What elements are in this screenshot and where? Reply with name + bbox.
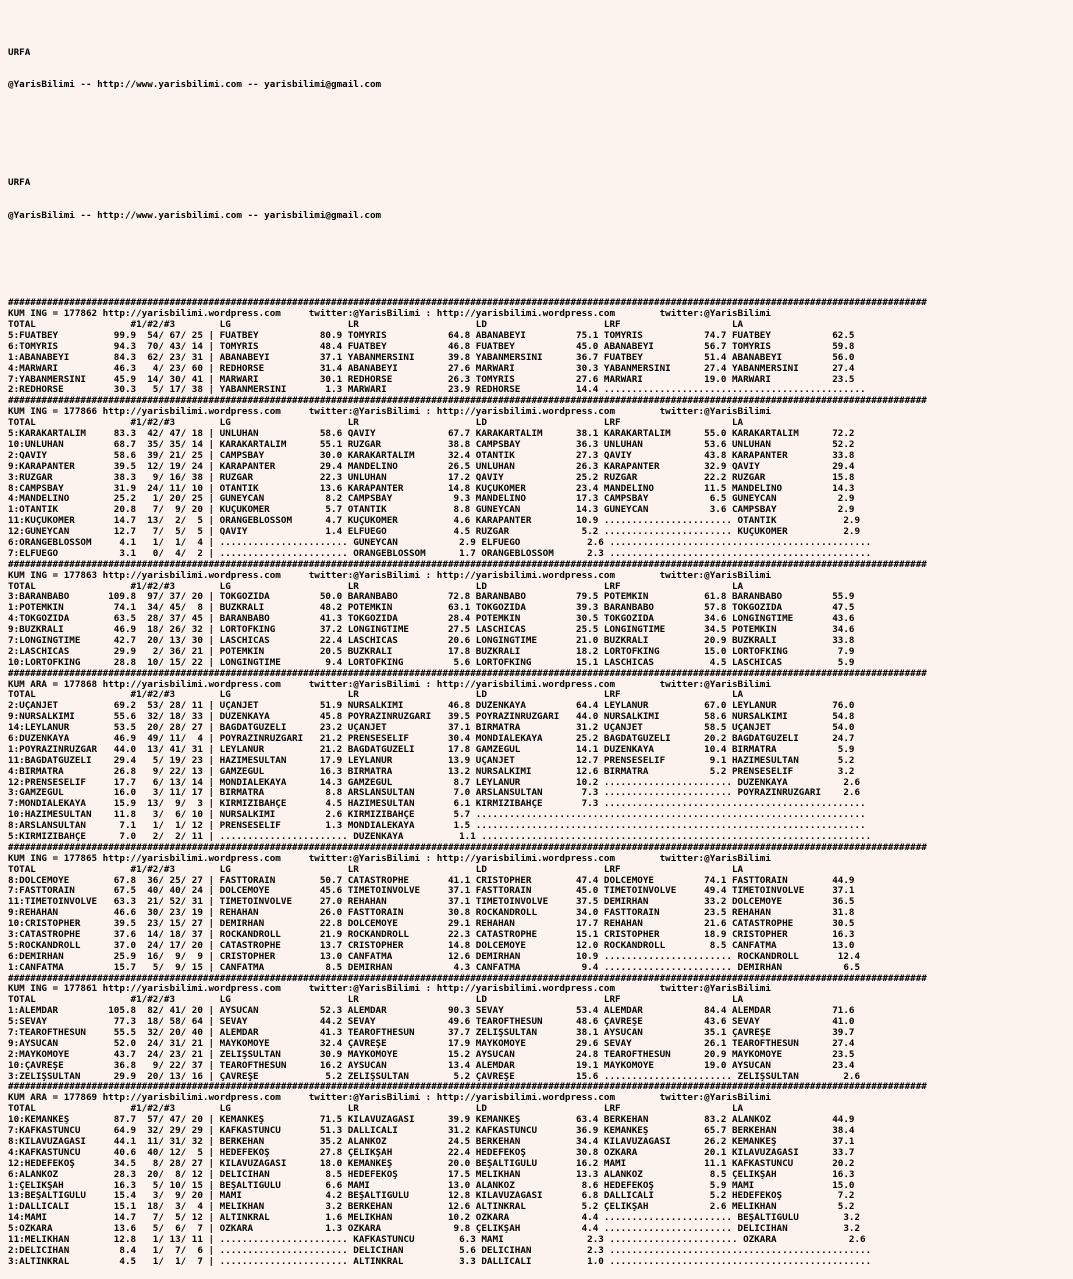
runner-row: 12:PRENSESELİF 17.7 6/ 13/ 14 | MONDIALEKAYA 14.3 GAMZEGUL 8.7 LEYLANUR 10.2 ....................... DUZENKAYA 2.6: [8, 777, 861, 788]
race-section: [8, 298, 1073, 396]
column-header-line: TOTAL #1/#2/#3 LG LR LD LRF LA: [8, 995, 744, 1006]
runner-row: 3:CATASTROPHE 37.6 14/ 18/ 37 | ROCKANDROLL 21.9 ROCKANDROLL 22.3 CATASTROPHE 15.1 CRISTOPHER 18.9 CRISTOPHER 16.3: [8, 930, 855, 941]
runner-row: 1:OTANTİK 20.8 7/ 9/ 20 | KUÇUKOMER 5.7 OTANTİK 8.8 GUNEYCAN 14.3 GUNEYCAN 3.6 CAMPSBAY 2.9: [8, 505, 855, 516]
runner-row: 9:AYSUCAN 52.0 24/ 31/ 21 | MAYKOMOYE 32.4 ÇAVREŞE 17.9 MAYKOMOYE 29.6 SEVAY 26.1 TEAROFTHESUN 27.4: [8, 1038, 855, 1049]
header-line: [8, 244, 1073, 255]
runner-row: 7:FASTTORAIN 67.5 40/ 40/ 24 | DOLCEMOYE 45.6 TIMETOINVOLVE 37.1 FASTTORAIN 45.0 TIMETOINVOLVE 49.4 TIMETOINVOLVE 37.1: [8, 886, 855, 897]
runner-row: 5:OZKARA 13.6 5/ 6/ 7 | OZKARA 1.3 OZKARA 9.8 ÇELİKŞAH 4.4 ....................... DELİCİHAN 3.2: [8, 1224, 861, 1235]
column-header-line: TOTAL #1/#2/#3 LG LR LD LRF LA: [8, 1104, 744, 1115]
column-header-line: TOTAL #1/#2/#3 LG LR LD LRF LA: [8, 690, 744, 701]
race-title-line: KUM ING = 177861 http://yarisbilimi.wordpress.com twitter:@YarisBilimi : http://yarisbilimi.wordpress.com twitter:@YarisBilimi: [8, 984, 771, 995]
separator-line: #####################################################################################################################################################################: [8, 298, 927, 309]
header-line: @YarisBilimi -- http://www.yarisbilimi.com -- yarisbilimi@gmail.com: [8, 80, 382, 91]
race-sections: [8, 298, 1073, 1267]
runner-row: 4:MANDELINO 25.2 1/ 20/ 25 | GUNEYCAN 8.2 CAMPSBAY 9.3 MANDELINO 17.3 CAMPSBAY 6.5 GUNEYCAN 2.9: [8, 494, 855, 505]
runner-row: 12:GUNEYCAN 12.7 7/ 5/ 5 | QAVIY 1.4 ELFUEGO 4.5 RUZGAR 5.2 ....................... KUÇUKOMER 2.9: [8, 527, 861, 538]
runner-row: 6:TOMYRİS 94.3 70/ 43/ 14 | TOMYRİS 48.4 FUATBEY 46.8 FUATBEY 45.0 ABANABEYİ 56.7 TOMYRİS 59.8: [8, 341, 855, 352]
runner-row: 6:ALANKOZ 28.3 20/ 8/ 12 | DELİCİHAN 8.5 HEDEFEKOŞ 17.5 MELİKHAN 13.3 ALANKOZ 8.5 ÇELİKŞAH 16.3: [8, 1169, 855, 1180]
runner-row: 10:ÇAVREŞE 36.8 9/ 22/ 37 | TEAROFTHESUN 16.2 AYSUCAN 13.4 ALEMDAR 19.1 MAYKOMOYE 19.0 AYSUCAN 23.4: [8, 1060, 855, 1071]
report-header: [8, 26, 1073, 277]
race-title-line: KUM ING = 177863 http://yarisbilimi.wordpress.com twitter:@YarisBilimi : http://yarisbilimi.wordpress.com twitter:@YarisBilimi: [8, 570, 771, 581]
runner-row: 7:TEAROFTHESUN 55.5 32/ 20/ 40 | ALEMDAR 41.3 TEAROFTHESUN 37.7 ZELİŞSULTAN 38.1 AYSUCAN 35.1 ÇAVREŞE 39.7: [8, 1028, 855, 1039]
runner-row: 1:CANFATMA 15.7 5/ 9/ 15 | CANFATMA 8.5 DEMİRHAN 4.3 CANFATMA 9.4 ....................... DEMİRHAN 6.5: [8, 962, 861, 973]
runner-row: 4:TOKGOZİDA 63.5 28/ 37/ 45 | BARANBABO 41.3 TOKGOZİDA 28.4 POTEMKIN 30.5 TOKGOZİDA 34.6 LONGINGTIME 43.6: [8, 614, 855, 625]
header-line: @YarisBilimi -- http://www.yarisbilimi.com -- yarisbilimi@gmail.com: [8, 211, 382, 222]
runner-row: 8:KILAVUZAĞASI 44.1 11/ 31/ 32 | BERKEHAN 35.2 ALANKOZ 24.5 BERKEHAN 34.4 KILAVUZAĞASI 26.2 KEMANKEŞ 37.1: [8, 1136, 855, 1147]
runner-row: 3:RUZGAR 38.3 9/ 16/ 38 | RUZGAR 22.3 UNLUHAN 17.2 QAVIY 25.2 RUZGAR 22.2 RUZGAR 15.8: [8, 472, 855, 483]
column-header-line: TOTAL #1/#2/#3 LG LR LD LRF LA: [8, 320, 744, 331]
runner-row: 1:ALEMDAR 105.8 82/ 41/ 20 | AYSUCAN 52.3 ALEMDAR 90.3 SEVAY 53.4 ALEMDAR 84.4 ALEMDAR 71.6: [8, 1006, 855, 1017]
runner-row: 3:GAMZEGUL 16.0 3/ 11/ 17 | BIRMATRA 8.8 ARSLANSULTAN 7.0 ARSLANSULTAN 7.3 ....................... POYRAZINRUZGARI 2.6: [8, 788, 861, 799]
runner-row: 10:CRISTOPHER 39.5 23/ 15/ 27 | DEMİRHAN 22.8 DOLCEMOYE 29.1 REHAHAN 17.7 REHAHAN 21.6 CATASTROPHE 30.5: [8, 919, 855, 930]
runner-row: 5:FUATBEY 99.9 54/ 67/ 25 | FUATBEY 80.9 TOMYRİS 64.8 ABANABEYİ 75.1 TOMYRİS 74.7 FUATBEY 62.5: [8, 331, 855, 342]
race-title-line: KUM ARA = 177868 http://yarisbilimi.wordpress.com twitter:@YarisBilimi : http://yarisbilimi.wordpress.com twitter:@YarisBilimi: [8, 679, 771, 690]
runner-row: 2:LASCHICAS 29.9 2/ 36/ 21 | POTEMKIN 20.5 BUZKRALI 17.8 BUZKRALI 18.2 LORTOFKING 15.0 LORTOFKING 7.9: [8, 646, 855, 657]
runner-row: 5:ROCKANDROLL 37.0 24/ 17/ 20 | CATASTROPHE 13.7 CRISTOPHER 14.8 DOLCEMOYE 12.0 ROCKANDROLL 8.5 CANFATMA 13.0: [8, 940, 855, 951]
runner-row: 9:BUZKRALI 46.9 18/ 26/ 32 | LORTOFKING 37.2 LONGINGTIME 27.5 LASCHICAS 25.5 LONGINGTIME 34.5 POTEMKIN 34.6: [8, 625, 855, 636]
race-title-line: KUM ING = 177862 http://yarisbilimi.wordpress.com twitter:@YarisBilimi : http://yarisbilimi.wordpress.com twitter:@YarisBilimi: [8, 309, 771, 320]
separator-line: #####################################################################################################################################################################: [8, 842, 927, 853]
race-title-line: KUM ING = 177865 http://yarisbilimi.wordpress.com twitter:@YarisBilimi : http://yarisbilimi.wordpress.com twitter:@YarisBilimi: [8, 853, 771, 864]
runner-row: 7:LONGINGTIME 42.7 20/ 13/ 30 | LASCHICAS 22.4 LASCHICAS 20.6 LONGINGTIME 21.0 BUZKRALI 20.9 BUZKRALI 33.8: [8, 635, 855, 646]
runner-row: 2:MAYKOMOYE 43.7 24/ 23/ 21 | ZELİŞSULTAN 30.9 MAYKOMOYE 15.2 AYSUCAN 24.8 TEAROFTHESUN 20.9 MAYKOMOYE 23.5: [8, 1049, 855, 1060]
race-title-line: KUM ING = 177866 http://yarisbilimi.wordpress.com twitter:@YarisBilimi : http://yarisbilimi.wordpress.com twitter:@YarisBilimi: [8, 407, 771, 418]
runner-row: 10:KEMANKEŞ 87.7 57/ 47/ 20 | KEMANKEŞ 71.5 KILAVUZAĞASI 39.9 KEMANKEŞ 63.4 BERKEHAN 83.2 ALANKOZ 44.9: [8, 1115, 855, 1126]
separator-line: #####################################################################################################################################################################: [8, 973, 927, 984]
runner-row: 4:MARWARI 46.3 4/ 23/ 60 | REDHORSE 31.4 ABANABEYİ 27.6 MARWARI 30.3 YABANMERSİNİ 27.4 YABANMERSİNİ 27.4: [8, 363, 855, 374]
runner-row: 2:UÇANJET 69.2 53/ 28/ 11 | UÇANJET 51.9 NURSALKIMI 46.8 DUZENKAYA 64.4 LEYLANUR 67.0 LEYLANUR 76.0: [8, 701, 855, 712]
runner-row: 7:KAFKASTUNCU 64.9 32/ 29/ 29 | KAFKASTUNCU 51.3 DALLICALI 31.2 KAFKASTUNCU 36.9 KEMANKEŞ 65.7 BERKEHAN 38.4: [8, 1126, 855, 1137]
runner-row: 3:BARANBABO 109.8 97/ 37/ 20 | TOKGOZİDA 50.0 BARANBABO 72.8 BARANBABO 79.5 POTEMKIN 61.8 BARANBABO 55.9: [8, 592, 855, 603]
race-title-line: KUM ARA = 177869 http://yarisbilimi.wordpress.com twitter:@YarisBilimi : http://yarisbilimi.wordpress.com twitter:@YarisBilimi: [8, 1093, 771, 1104]
runner-row: 13:BEŞALTIGULU 15.4 3/ 9/ 20 | MAMİ 4.2 BEŞALTIGULU 12.8 KILAVUZAĞASI 6.8 DALLICALI 5.2 HEDEFEKOŞ 7.2: [8, 1191, 855, 1202]
runner-row: 5:KARAKARTALIM 83.3 42/ 47/ 18 | UNLUHAN 58.6 QAVIY 67.7 KARAKARTALIM 38.1 KARAKARTALIM 55.0 KARAKARTALIM 72.2: [8, 429, 855, 440]
runner-row: 11:MELİKHAN 12.8 1/ 13/ 11 | ....................... KAFKASTUNCU 6.3 MAMİ 2.3 ....................... OZKARA 2.6: [8, 1234, 866, 1245]
runner-row: 1:DALLICALI 15.1 18/ 3/ 4 | MELİKHAN 3.2 BERKEHAN 12.6 ALTINKRAL 5.2 ÇELİKŞAH 2.6 MELİKHAN 5.2: [8, 1202, 855, 1213]
runner-row: 10:LORTOFKING 28.8 10/ 15/ 22 | LONGINGTIME 9.4 LORTOFKING 5.6 LORTOFKING 15.1 LASCHICAS 4.5 LASCHICAS 5.9: [8, 657, 855, 668]
runner-row: 14:MAMİ 14.7 7/ 5/ 12 | ALTINKRAL 1.6 MELİKHAN 10.2 OZKARA 4.4 ....................... BEŞALTIGULU 3.2: [8, 1213, 861, 1224]
runner-row: 11:BAGDATGUZELİ 29.4 5/ 19/ 23 | HAZIMESULTAN 17.9 LEYLANUR 13.9 UÇANJET 12.7 PRENSESELİF 9.1 HAZIMESULTAN 5.2: [8, 755, 855, 766]
runner-row: 7:ELFUEGO 3.1 0/ 4/ 2 | ....................... ORANGEBLOSSOM 1.7 ORANGEBLOSSOM 2.3 ...............................................: [8, 548, 872, 559]
column-header-line: TOTAL #1/#2/#3 LG LR LD LRF LA: [8, 864, 744, 875]
column-header-line: TOTAL #1/#2/#3 LG LR LD LRF LA: [8, 581, 744, 592]
column-header-line: TOTAL #1/#2/#3 LG LR LD LRF LA: [8, 418, 744, 429]
race-section: [8, 843, 1073, 974]
separator-line: #####################################################################################################################################################################: [8, 668, 927, 679]
runner-row: 10:UNLUHAN 68.7 35/ 35/ 14 | KARAKARTALIM 55.1 RUZGAR 38.8 CAMPSBAY 36.3 UNLUHAN 53.6 UNLUHAN 52.2: [8, 439, 855, 450]
runner-row: 8:DOLCEMOYE 67.8 36/ 25/ 27 | FASTTORAIN 50.7 CATASTROPHE 41.1 CRISTOPHER 47.4 DOLCEMOYE 74.1 FASTTORAIN 44.9: [8, 875, 855, 886]
separator-line: #####################################################################################################################################################################: [8, 396, 927, 407]
separator-line: #####################################################################################################################################################################: [8, 559, 927, 570]
header-line: URFA: [8, 178, 31, 189]
race-section: [8, 669, 1073, 843]
runner-row: 8:ARSLANSULTAN 7.1 1/ 1/ 12 | PRENSESELİF 1.3 MONDIALEKAYA 1.5 ......................................................................: [8, 821, 866, 832]
runner-row: 2:QAVIY 58.6 39/ 21/ 25 | CAMPSBAY 30.0 KARAKARTALIM 32.4 OTANTİK 27.3 QAVIY 43.8 KARAPANTER 33.8: [8, 450, 855, 461]
header-line: URFA: [8, 47, 31, 58]
race-section: [8, 560, 1073, 669]
runner-row: 9:REHAHAN 46.6 30/ 23/ 19 | REHAHAN 26.0 FASTTORAIN 30.8 ROCKANDROLL 34.0 FASTTORAIN 23.5 REHAHAN 31.8: [8, 908, 855, 919]
runner-row: 3:ZELİŞSULTAN 29.9 20/ 13/ 16 | ÇAVREŞE 5.2 ZELİŞSULTAN 5.2 ÇAVREŞE 15.6 ....................... ZELİŞSULTAN 2.6: [8, 1071, 861, 1082]
runner-row: 1:POTEMKIN 74.1 34/ 45/ 8 | BUZKRALI 48.2 POTEMKIN 63.1 TOKGOZİDA 39.3 BARANBABO 57.8 TOKGOZİDA 47.5: [8, 603, 855, 614]
runner-row: 7:YABANMERSİNİ 45.9 14/ 30/ 41 | MARWARI 30.1 REDHORSE 26.3 TOMYRİS 27.6 MARWARI 19.0 MARWARI 23.5: [8, 374, 855, 385]
race-section: [8, 1082, 1073, 1267]
runner-row: 11:TIMETOINVOLVE 63.3 21/ 52/ 31 | TIMETOINVOLVE 27.0 REHAHAN 37.1 TIMETOINVOLVE 37.5 DEMİRHAN 33.2 DOLCEMOYE 36.5: [8, 897, 855, 908]
runner-row: 4:KAFKASTUNCU 40.6 40/ 12/ 5 | HEDEFEKOŞ 27.8 ÇELİKŞAH 22.4 HEDEFEKOŞ 30.8 OZKARA 20.1 KILAVUZAĞASI 33.7: [8, 1147, 855, 1158]
header-line: [8, 113, 1073, 124]
runner-row: 5:SEVAY 77.3 18/ 58/ 64 | SEVAY 44.2 SEVAY 49.6 TEAROFTHESUN 48.6 ÇAVREŞE 43.6 SEVAY 41.0: [8, 1017, 855, 1028]
runner-row: 14:LEYLANUR 53.5 20/ 28/ 27 | BAGDATGUZELİ 23.2 UÇANJET 37.1 BIRMATRA 31.2 UÇANJET 58.5 UÇANJET 54.0: [8, 723, 855, 734]
runner-row: 2:DELİCİHAN 8.4 1/ 7/ 6 | ....................... DELİCİHAN 5.6 DELİCİHAN 2.3 ...............................................: [8, 1245, 872, 1256]
runner-row: 5:KIRMIZIBAHÇE 7.0 2/ 2/ 11 | ....................... DUZENKAYA 1.1 ......................................................................: [8, 832, 872, 842]
runner-row: 9:KARAPANTER 39.5 12/ 19/ 24 | KARAPANTER 29.4 MANDELINO 26.5 UNLUHAN 26.3 KARAPANTER 32.9 QAVIY 29.4: [8, 461, 855, 472]
runner-row: 11:KUÇUKOMER 14.7 13/ 2/ 5 | ORANGEBLOSSOM 4.7 KUÇUKOMER 4.6 KARAPANTER 10.9 ....................... OTANTİK 2.9: [8, 516, 861, 527]
runner-row: 10:HAZIMESULTAN 11.8 3/ 6/ 10 | NURSALKIMI 2.6 KIRMIZIBAHÇE 5.7 ......................................................................: [8, 810, 866, 821]
race-section: [8, 396, 1073, 559]
runner-row: 9:NURSALKIMI 55.6 32/ 18/ 33 | DUZENKAYA 45.8 POYRAZINRUZGARI 39.5 POYRAZINRUZGARI 44.0 NURSALKIMI 58.6 NURSALKIMI 54.8: [8, 712, 855, 723]
runner-row: 1:ABANABEYİ 84.3 62/ 23/ 31 | ABANABEYİ 37.1 YABANMERSİNİ 39.8 YABANMERSİNİ 36.7 FUATBEY 51.4 ABANABEYİ 56.0: [8, 352, 855, 363]
race-section: [8, 974, 1073, 1083]
runner-row: 7:MONDIALEKAYA 15.9 13/ 9/ 3 | KIRMIZIBAHÇE 4.5 HAZIMESULTAN 6.1 KIRMIZIBAHÇE 7.3 ...............................................: [8, 799, 866, 810]
header-line: [8, 146, 1073, 157]
runner-row: 8:CAMPSBAY 31.9 24/ 11/ 10 | OTANTİK 13.6 KARAPANTER 14.8 KUÇUKOMER 23.4 MANDELINO 11.5 MANDELINO 14.3: [8, 483, 855, 494]
runner-row: 4:BIRMATRA 26.8 9/ 22/ 13 | GAMZEGUL 16.3 BIRMATRA 13.2 NURSALKIMI 12.6 BIRMATRA 5.2 PRENSESELİF 3.2: [8, 766, 855, 777]
runner-row: 6:DEMİRHAN 25.9 16/ 9/ 9 | CRISTOPHER 13.0 CANFATMA 12.6 DEMİRHAN 10.9 ....................... ROCKANDROLL 12.4: [8, 951, 861, 962]
runner-row: 1:ÇELİKŞAH 16.3 5/ 10/ 15 | BEŞALTIGULU 6.6 MAMİ 13.0 ALANKOZ 8.6 HEDEFEKOŞ 5.9 MAMİ 15.0: [8, 1180, 855, 1191]
runner-row: 6:DUZENKAYA 46.9 49/ 11/ 4 | POYRAZINRUZGARI 21.2 PRENSESELİF 30.4 MONDIALEKAYA 25.2 BAGDATGUZELİ 20.2 BAGDATGUZELİ 24.7: [8, 733, 855, 744]
runner-row: 1:POYRAZINRUZGAR 44.0 13/ 41/ 31 | LEYLANUR 21.2 BAGDATGUZELİ 17.8 GAMZEGUL 14.1 DUZENKAYA 10.4 BIRMATRA 5.9: [8, 744, 855, 755]
runner-row: 2:REDHORSE 30.3 5/ 17/ 38 | YABANMERSİNİ 1.3 MARWARI 23.9 REDHORSE 14.4 ...............................................: [8, 385, 866, 396]
separator-line: #####################################################################################################################################################################: [8, 1082, 927, 1093]
runner-row: 6:ORANGEBLOSSOM 4.1 1/ 1/ 4 | ....................... GUNEYCAN 2.9 ELFUEGO 2.6 ...............................................: [8, 537, 872, 548]
runner-row: 12:HEDEFEKOŞ 34.5 8/ 28/ 27 | KILAVUZAĞASI 18.0 KEMANKEŞ 20.0 BEŞALTIGULU 16.2 MAMİ 11.1 KAFKASTUNCU 20.2: [8, 1158, 855, 1169]
runner-row: 3:ALTINKRAL 4.5 1/ 1/ 7 | ....................... ALTINKRAL 3.3 DALLICALI 1.0 ...............................................: [8, 1256, 872, 1267]
